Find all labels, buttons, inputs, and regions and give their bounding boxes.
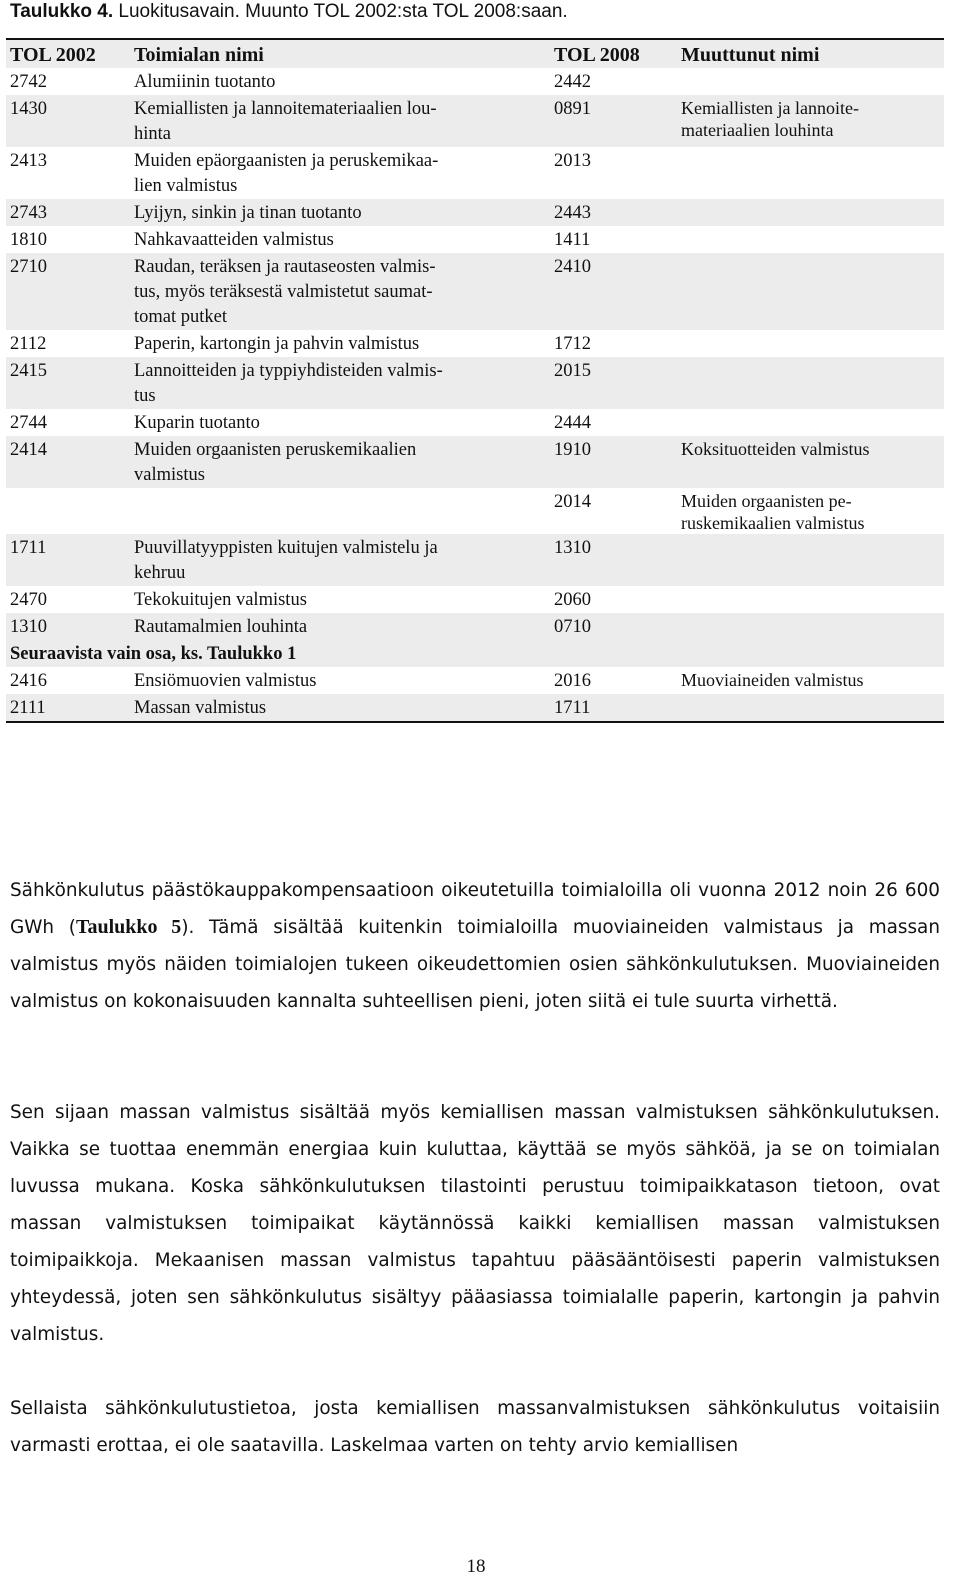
table-row (6, 586, 944, 613)
cell-changed-name (681, 409, 944, 436)
paragraph-1 (10, 872, 940, 1020)
cell-tol2002: 2470 (10, 590, 47, 610)
table-row (6, 667, 944, 694)
cell-changed-name: Muiden orgaanisten pe- ruskemikaalien valmistus (681, 491, 865, 533)
cell-changed-name (681, 357, 944, 409)
cell-industry-name: Nahkavaatteiden valmistus (134, 230, 334, 250)
table-row (6, 226, 944, 253)
table-body-after-note (6, 667, 944, 721)
table-row (6, 199, 944, 226)
cell-tol2008: 2013 (554, 151, 591, 171)
cell-changed-name: Kemiallisten ja lannoite- materiaalien louhinta (681, 98, 859, 140)
cell-tol2008: 2060 (554, 590, 591, 610)
table-header-row (6, 40, 944, 68)
cell-tol2002: 2416 (10, 671, 47, 691)
table-row (6, 613, 944, 640)
cell-industry-name: Alumiinin tuotanto (134, 72, 276, 92)
cell-changed-name: Koksituotteiden valmistus (681, 439, 870, 459)
cell-tol2008: 1910 (554, 440, 591, 460)
cell-industry-name: Puuvillatyyppisten kuitujen valmistelu ja kehruu (134, 538, 438, 583)
paragraph-2: Sen sijaan massan valmistus sisältää myös kemiallisen massan valmistuksen sähkönkulutuksen. Vaikka se tuottaa enemmän energiaa kuin kuluttaa, käyttää se myös sähköä, ja se on toimialan luvussa mukana. Koska sähkönkulutuksen tilastointi perustuu toimipaikkatason tietoon, ovat massan valmistuksen toimipaikat käytännössä kaikki kemiallisen massan valmistuksen toimipaikkoja. Mekaanisen massan valmistus tapahtuu pääsääntöisesti paperin valmistuksen yhteydessä, joten sen sähkönkulutus sisältyy pääasiassa toimialalle paperin, kartongin ja pahvin valmistus. (10, 1102, 940, 1345)
table-body (6, 68, 944, 640)
table-row (6, 409, 944, 436)
cell-tol2002: 1711 (10, 538, 47, 558)
cell-tol2002: 2415 (10, 361, 47, 381)
cell-tol2008: 1711 (554, 698, 591, 718)
cell-industry-name: Rautamalmien louhinta (134, 617, 308, 637)
cell-industry-name: Muiden orgaanisten peruskemikaalien valmistus (134, 440, 417, 485)
cell-tol2002: 2710 (10, 257, 47, 277)
cell-changed-name (681, 147, 944, 199)
cell-tol2002: 2743 (10, 203, 47, 223)
paragraph-1-text-a: Sähkönkulutus päästökauppakompensaatioon oikeutetuilla toimialoilla oli vuonna 2012 noin 26 600 GWh ( (10, 880, 940, 938)
cell-industry-name: Kuparin tuotanto (134, 413, 260, 433)
cell-tol2002: 1810 (10, 230, 47, 250)
cell-industry-name: Kemiallisten ja lannoitemateriaalien lou- hinta (134, 99, 437, 144)
cell-industry-name (134, 488, 550, 534)
cell-tol2008: 2444 (554, 413, 591, 433)
cell-tol2002: 2744 (10, 413, 47, 433)
cell-tol2008: 0710 (554, 617, 591, 637)
cell-industry-name: Tekokuitujen valmistus (134, 590, 307, 610)
cell-changed-name (681, 613, 944, 640)
table-row (6, 95, 944, 147)
cell-industry-name: Paperin, kartongin ja pahvin valmistus (134, 334, 420, 354)
paragraph-3: Sellaista sähkönkulutustietoa, josta kemiallisen massanvalmistuksen sähkönkulutus voitaisiin varmasti erottaa, ei ole saatavilla. Laskelmaa varten on tehty arvio kemiallisen (10, 1398, 940, 1456)
cell-tol2008: 2015 (554, 361, 591, 381)
classification-table (6, 38, 944, 723)
table-note-row (6, 640, 944, 667)
table-row (6, 330, 944, 357)
cell-changed-name (681, 534, 944, 586)
table-caption-label: Taulukko 4. (10, 1, 114, 22)
table-caption-text: Luokitusavain. Muunto TOL 2002:sta TOL 2008:saan. (118, 1, 568, 22)
cell-industry-name: Lyijyn, sinkin ja tinan tuotanto (134, 203, 362, 223)
table-5-reference: Taulukko 5 (75, 916, 182, 938)
cell-industry-name: Lannoitteiden ja typpiyhdisteiden valmis- tus (134, 361, 443, 406)
table-row (6, 534, 944, 586)
table-row (6, 253, 944, 330)
cell-tol2008: 1712 (554, 334, 591, 354)
table-caption (10, 0, 568, 24)
header-tol2002: TOL 2002 (10, 44, 96, 66)
header-changed-name: Muuttunut nimi (681, 44, 820, 66)
table-row (6, 357, 944, 409)
cell-changed-name (681, 586, 944, 613)
cell-tol2008: 2443 (554, 203, 591, 223)
table-row (6, 68, 944, 95)
cell-industry-name: Muiden epäorgaanisten ja peruskemikaa- lien valmistus (134, 151, 439, 196)
cell-changed-name (681, 330, 944, 357)
cell-tol2002: 1430 (10, 99, 47, 119)
table-row (6, 488, 944, 534)
cell-tol2008: 1310 (554, 538, 591, 558)
cell-tol2008: 2410 (554, 257, 591, 277)
cell-tol2008: 2016 (554, 671, 591, 691)
cell-tol2002: 1310 (10, 617, 47, 637)
cell-tol2008: 1411 (554, 230, 591, 250)
header-tol2008: TOL 2008 (554, 44, 640, 66)
cell-industry-name: Ensiömuovien valmistus (134, 671, 317, 691)
table-row (6, 147, 944, 199)
cell-changed-name (681, 694, 944, 721)
cell-tol2008: 0891 (554, 99, 591, 119)
cell-changed-name: Muoviaineiden valmistus (681, 670, 864, 690)
cell-tol2002: 2742 (10, 72, 47, 92)
cell-changed-name (681, 253, 944, 330)
cell-tol2002: 2414 (10, 440, 47, 460)
table-note-text: Seuraavista vain osa, ks. Taulukko 1 (10, 644, 297, 664)
cell-tol2008: 2014 (554, 492, 591, 512)
cell-tol2002 (6, 488, 134, 534)
cell-industry-name: Massan valmistus (134, 698, 267, 718)
cell-changed-name (681, 68, 944, 95)
cell-changed-name (681, 199, 944, 226)
paragraph-1-text-b: ). Tämä sisältää kuitenkin toimialoilla muoviaineiden valmistaus ja massan valmistus myös näiden toimialojen tukeen oikeudettomien osien sähkönkulutuksen. Muoviaineiden valmistus on kokonaisuuden kannalta suhteellisen pieni, joten siitä ei tule suurta virhettä. (10, 917, 940, 1012)
cell-tol2002: 2112 (10, 334, 47, 354)
header-industry-name: Toimialan nimi (134, 44, 264, 66)
page-number: 18 (466, 1556, 486, 1577)
cell-tol2002: 2413 (10, 151, 47, 171)
table-row (6, 694, 944, 721)
cell-changed-name (681, 226, 944, 253)
cell-industry-name: Raudan, teräksen ja rautaseosten valmis- tus, myös teräksestä valmistetut saumat- tomat putket (134, 257, 436, 327)
cell-tol2008: 2442 (554, 72, 591, 92)
cell-tol2002: 2111 (10, 698, 46, 718)
table-row (6, 436, 944, 488)
